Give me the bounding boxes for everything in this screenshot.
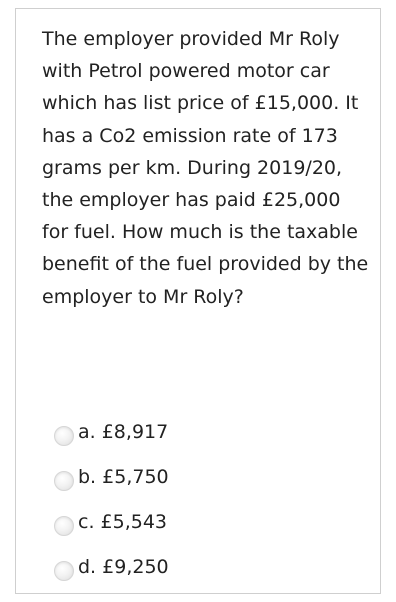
question-text: The employer provided Mr Roly with Petrol powered motor car which has list price of £15,000. It has a Co2 emission rate of 173 grams per km. During 2019/20, the employer has paid £25,000 for fuel. How much is the taxable benefit of the fuel provided by the employer to Mr Roly?	[42, 28, 369, 308]
answer-options	[54, 409, 354, 589]
option-d-label: d. £9,250	[78, 555, 169, 578]
radio-button-icon[interactable]	[54, 561, 74, 581]
radio-button-icon[interactable]	[54, 426, 74, 446]
option-c-label: c. £5,543	[78, 510, 168, 533]
radio-button-icon[interactable]	[54, 471, 74, 491]
option-b[interactable]	[54, 454, 354, 499]
option-d[interactable]	[54, 544, 354, 589]
option-a[interactable]	[54, 409, 354, 454]
radio-button-icon[interactable]	[54, 516, 74, 536]
option-a-label: a. £8,917	[78, 420, 169, 443]
option-c[interactable]	[54, 499, 354, 544]
option-b-label: b. £5,750	[78, 465, 169, 488]
question-card	[15, 8, 381, 594]
